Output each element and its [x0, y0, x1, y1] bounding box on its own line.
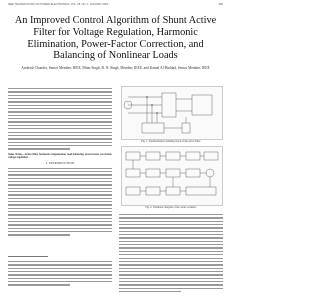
- figure-2-control-diagram: [121, 146, 223, 206]
- paper-title: An Improved Control Algorithm of Shunt Active Filter for Voltage Regulation, Harmonic Elimination, Power-Factor Correction, and Balancing of Nonlinear Loads: [14, 15, 217, 62]
- abstract: [8, 88, 112, 149]
- footnotes: [8, 259, 112, 295]
- introduction-body: [8, 168, 112, 236]
- section-heading-introduction: I. INTRODUCTION: [45, 161, 75, 166]
- index-terms: Index Terms—Active filter, harmonic compensation, load balancing, power-factor correction, voltage regulation.: [8, 152, 112, 159]
- page-number: 385: [218, 3, 223, 6]
- journal-header: IEEE TRANSACTIONS ON POWER ELECTRONICS, VOL. 18, NO. 1, JANUARY 2003: [8, 3, 109, 6]
- figure-1-circuit-diagram: [121, 86, 223, 140]
- figure-2-caption: Fig. 2. Schematic diagram of the control scheme.: [145, 206, 197, 209]
- running-header: [8, 3, 223, 6]
- figure-1-caption: Fig. 1. Transformerless building block of the active filter.: [141, 140, 201, 143]
- right-column-body: [119, 212, 223, 295]
- author-list: Ambrish Chandra, Senior Member, IEEE, Bhim Singh, B. N. Singh, Member, IEEE, and Kamal Al-Haddad, Senior Member, IEEE: [21, 66, 210, 70]
